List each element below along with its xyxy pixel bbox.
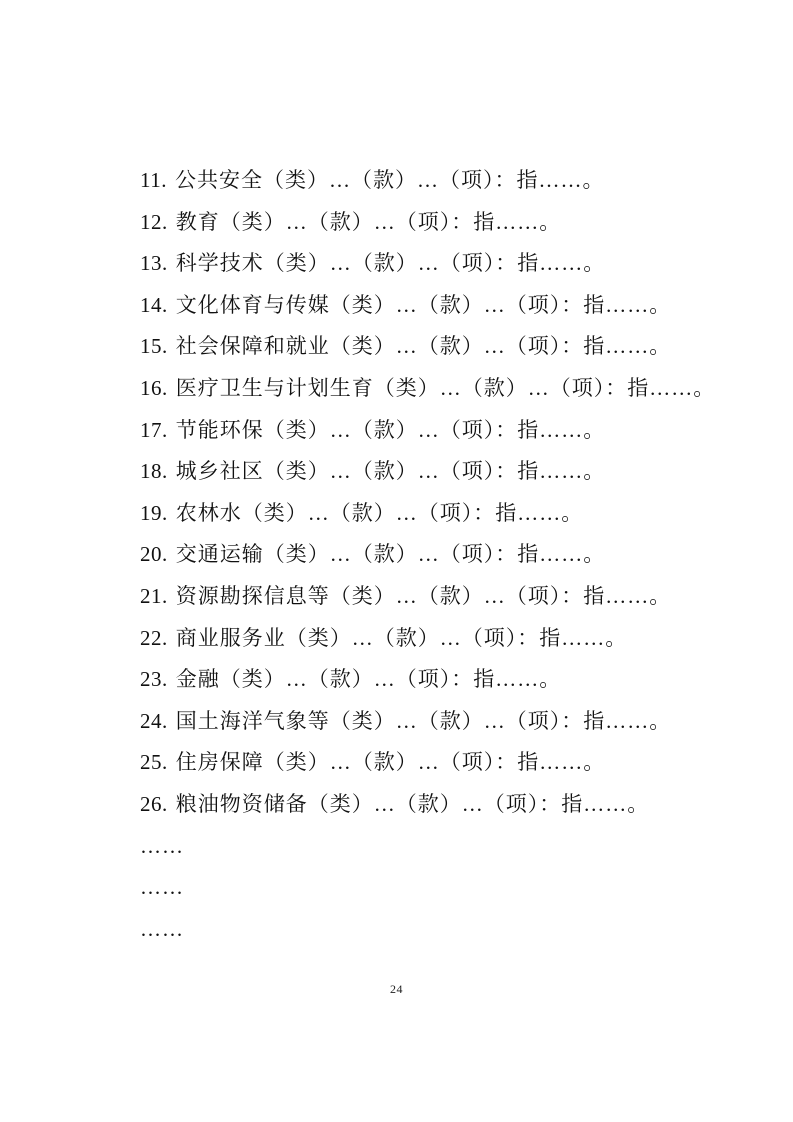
list-item-text: 医疗卫生与计划生育（类）…（款）…（项）：指……。 — [175, 375, 716, 400]
list-item — [140, 742, 720, 784]
list-item — [140, 326, 720, 368]
list-item-text: 金融（类）…（款）…（项）：指……。 — [175, 667, 562, 692]
list-item-text: 国土海洋气象等（类）…（款）…（项）：指……。 — [175, 708, 672, 733]
list-item-number: 17. — [140, 417, 168, 442]
list-item-number: 19. — [140, 500, 168, 525]
list-item-number: 11. — [140, 168, 167, 192]
list-item — [140, 410, 720, 452]
list-item-number: 18. — [140, 459, 168, 484]
list-item-number: 21. — [140, 583, 168, 608]
page-number: 24 — [390, 982, 403, 996]
list-item-text: 住房保障（类）…（款）…（项）：指……。 — [175, 750, 606, 775]
list-item — [140, 493, 720, 535]
list-item-number: 26. — [140, 791, 168, 816]
list-item — [140, 659, 720, 701]
list-item — [140, 534, 720, 576]
list-item-text: 资源勘探信息等（类）…（款）…（项）：指……。 — [175, 583, 672, 608]
list-item-text: 城乡社区（类）…（款）…（项）：指……。 — [175, 459, 606, 484]
budget-category-list — [140, 160, 720, 950]
ellipsis-line: …… — [140, 875, 184, 900]
list-item-number: 12. — [140, 209, 168, 234]
list-item — [140, 701, 720, 743]
list-item — [140, 285, 720, 327]
list-item — [140, 368, 720, 410]
list-item-number: 13. — [140, 251, 168, 276]
list-item — [140, 784, 720, 826]
ellipsis-line: …… — [140, 833, 184, 858]
list-item — [140, 618, 720, 660]
list-item — [140, 243, 720, 285]
list-item-text: 交通运输（类）…（款）…（项）：指……。 — [175, 542, 606, 567]
list-item — [140, 451, 720, 493]
list-item-number: 24. — [140, 708, 168, 733]
list-item — [140, 160, 720, 202]
list-item-number: 23. — [140, 667, 168, 692]
list-item-text: 农林水（类）…（款）…（项）：指……。 — [175, 500, 584, 525]
list-item-text: 文化体育与传媒（类）…（款）…（项）：指……。 — [175, 292, 672, 317]
list-item — [140, 576, 720, 618]
list-item-number: 16. — [140, 375, 168, 400]
list-item-text: 节能环保（类）…（款）…（项）：指……。 — [175, 417, 606, 442]
list-item-text: 教育（类）…（款）…（项）：指……。 — [175, 209, 562, 234]
list-item-text: 粮油物资储备（类）…（款）…（项）：指……。 — [175, 791, 650, 816]
list-item-text: 社会保障和就业（类）…（款）…（项）：指……。 — [175, 334, 672, 359]
list-item-number: 20. — [140, 542, 168, 567]
list-item-text: 科学技术（类）…（款）…（项）：指……。 — [175, 251, 606, 276]
list-item-number: 14. — [140, 292, 168, 317]
list-item-number: 22. — [140, 625, 168, 650]
ellipsis-line: …… — [140, 916, 184, 941]
list-item-number: 15. — [140, 334, 168, 359]
list-item-text: 商业服务业（类）…（款）…（项）：指……。 — [175, 625, 628, 650]
list-item — [140, 202, 720, 244]
list-item-number: 25. — [140, 750, 168, 775]
list-item-text: 公共安全（类）…（款）…（项）：指……。 — [174, 168, 605, 192]
